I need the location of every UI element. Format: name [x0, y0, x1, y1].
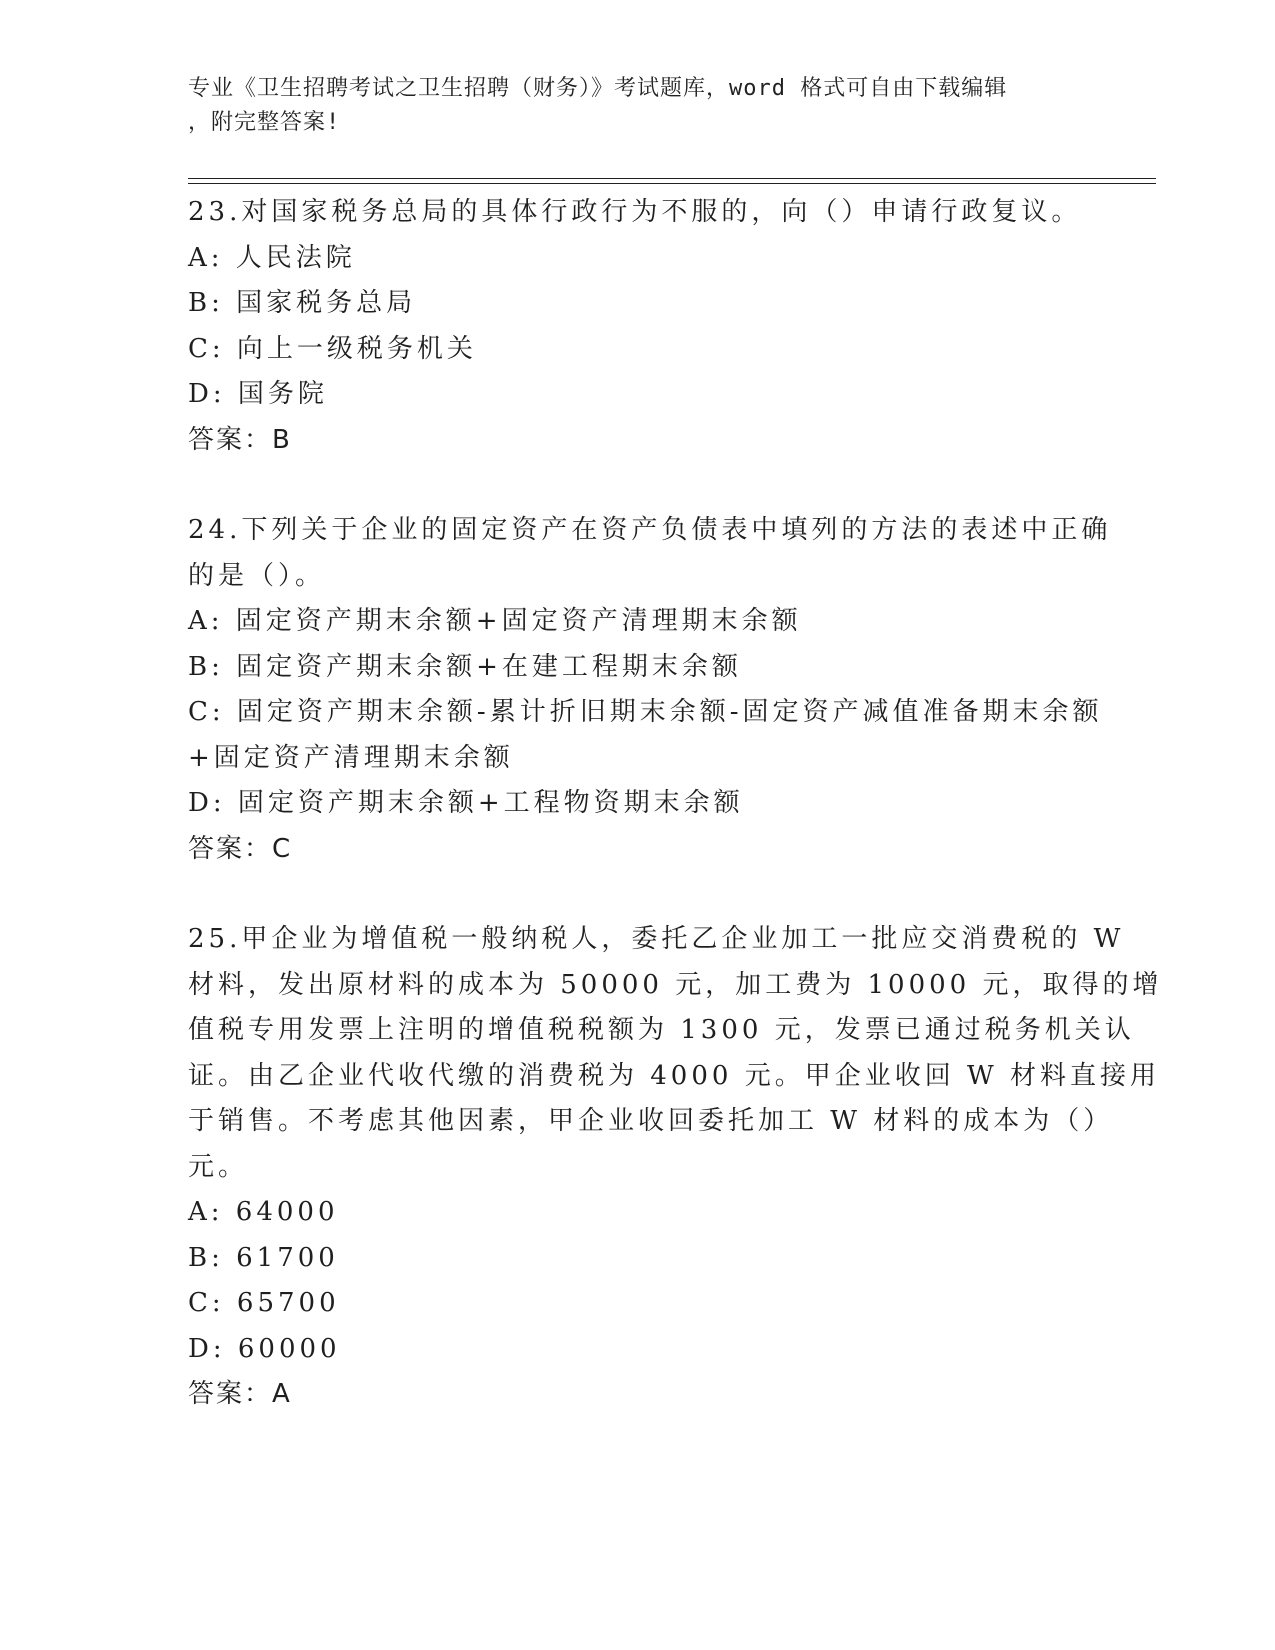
- option-b: B: 固定资产期末余额+在建工程期末余额: [188, 651, 742, 682]
- question-stem: 25.甲企业为增值税一般纳税人，委托乙企业加工一批应交消费税的 W: [188, 924, 1125, 954]
- answer-line: 答案：C: [188, 833, 293, 864]
- option-b: B: 61700: [188, 1242, 339, 1273]
- option-a: A: 64000: [188, 1197, 339, 1227]
- option-d: D: 固定资产期末余额+工程物资期末余额: [188, 788, 744, 818]
- question-stem: 证。由乙企业代收代缴的消费税为 4000 元。甲企业收回 W 材料直接用: [188, 1060, 1160, 1091]
- header-line-1: 专业《卫生招聘考试之卫生招聘（财务）》考试题库，word 格式可自由下载编辑: [188, 76, 1008, 101]
- option-c-continued: +固定资产清理期末余额: [188, 742, 514, 773]
- question-stem: 的是（）。: [188, 560, 326, 591]
- option-d: D: 60000: [188, 1333, 341, 1364]
- header-line-2: ，附完整答案!: [188, 110, 341, 135]
- question-stem: 于销售。不考虑其他因素，甲企业收回委托加工 W 材料的成本为（）: [188, 1106, 1114, 1136]
- option-a: A: 人民法院: [188, 242, 356, 273]
- question-spacer: [188, 463, 1078, 508]
- question-23: [188, 190, 1082, 463]
- option-c: C: 固定资产期末余额-累计折旧期末余额-固定资产减值准备期末余额: [188, 697, 1103, 727]
- question-stem: 值税专用发票上注明的增值税税额为 1300 元，发票已通过税务机关认: [188, 1015, 1135, 1045]
- question-stem: 材料，发出原材料的成本为 50000 元，加工费为 10000 元，取得的增: [188, 969, 1163, 1000]
- question-24: [188, 508, 1112, 872]
- option-c: C: 65700: [188, 1288, 340, 1318]
- question-spacer: [188, 872, 1078, 917]
- question-stem: 23.对国家税务总局的具体行政行为不服的，向（）申请行政复议。: [188, 197, 1082, 227]
- question-25: [188, 917, 1163, 1418]
- header-divider-bottom: [188, 183, 1156, 184]
- option-c: C: 向上一级税务机关: [188, 333, 477, 364]
- question-stem: 24.下列关于企业的固定资产在资产负债表中填列的方法的表述中正确: [188, 515, 1112, 545]
- answer-line: 答案：B: [188, 424, 292, 455]
- answer-line: 答案：A: [188, 1379, 292, 1409]
- document-header: [188, 72, 1068, 140]
- option-b: B: 国家税务总局: [188, 288, 417, 318]
- question-list: [188, 190, 1163, 1418]
- option-d: D: 国务院: [188, 379, 328, 409]
- question-stem: 元。: [188, 1151, 249, 1182]
- header-divider-top: [188, 178, 1156, 179]
- option-a: A: 固定资产期末余额+固定资产清理期末余额: [188, 606, 802, 636]
